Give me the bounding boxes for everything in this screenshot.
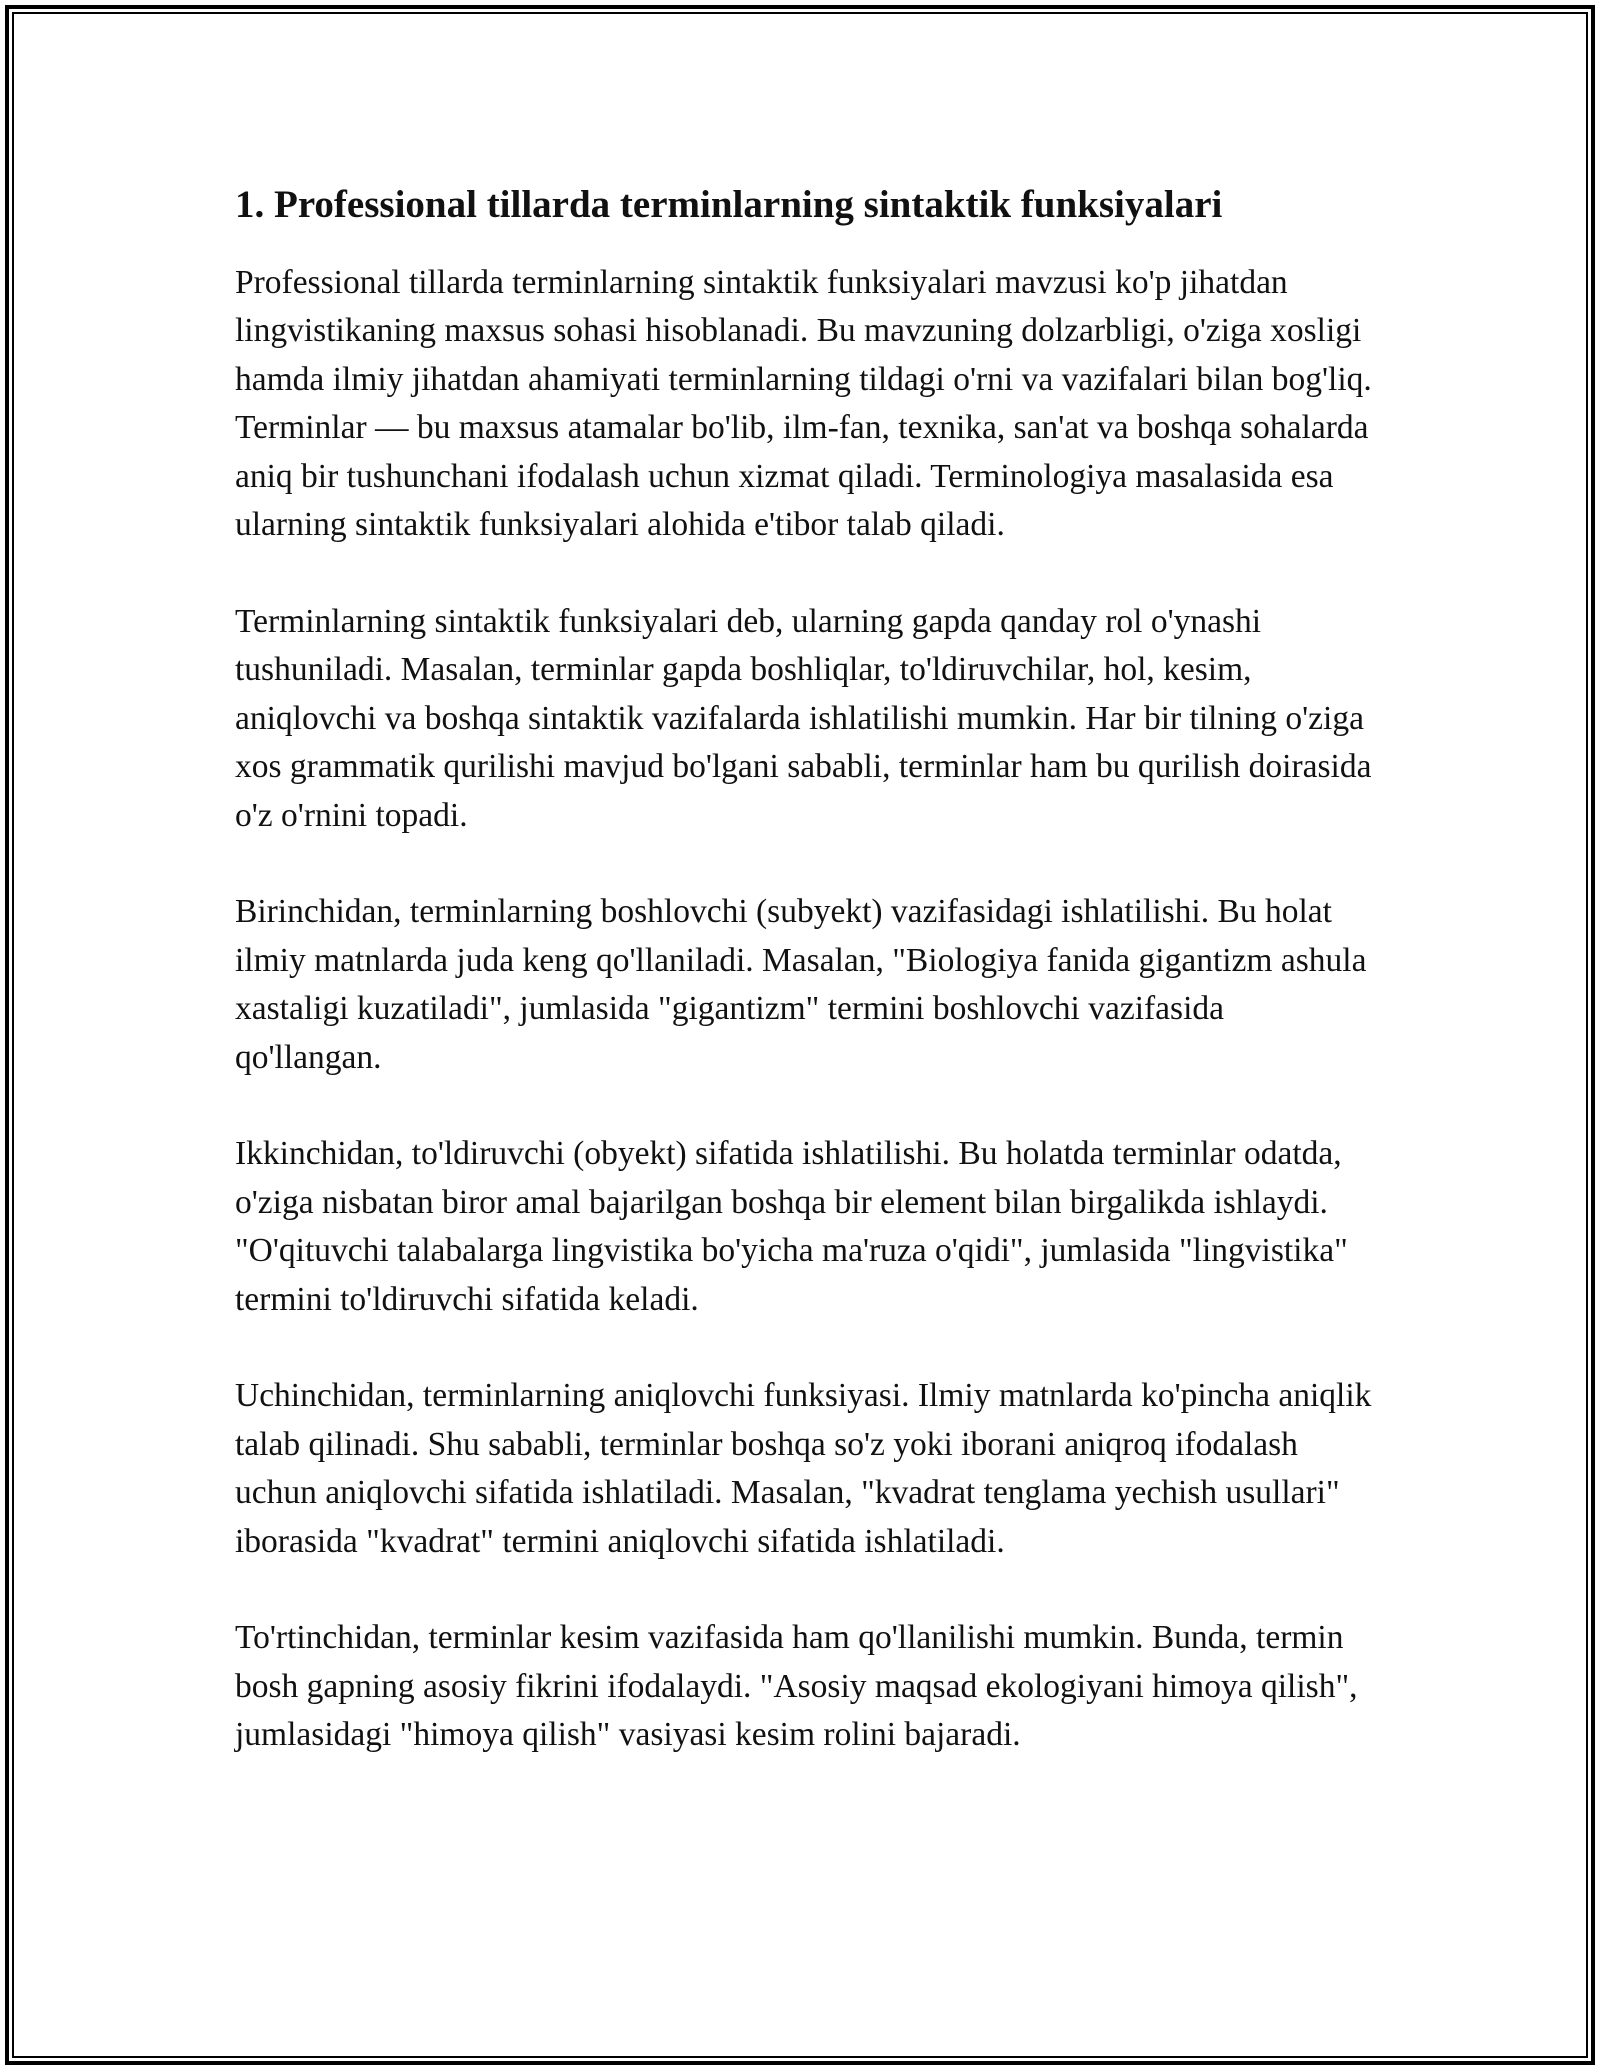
section-heading: 1. Professional tillarda terminlarning sintaktik funksiyalari xyxy=(235,183,1223,226)
paragraph-object-function: Ikkinchidan, to'ldiruvchi (obyekt) sifatida ishlatilishi. Bu holatda terminlar odatda, o'ziga nisbatan biror amal bajarilgan boshqa bir element bilan birgalikda ishlaydi. "O'qituvchi talabalarga lingvistika bo'yicha ma'ruza o'qidi", jumlasida "lingvistika" termini to'ldiruvchi sifatida keladi. xyxy=(235,1135,1348,1318)
paragraph-definition: Terminlarning sintaktik funksiyalari deb, ularning gapda qanday rol o'ynashi tushuniladi. Masalan, terminlar gapda boshliqlar, to'ldiruvchilar, hol, kesim, aniqlovchi va boshqa sintaktik vazifalarda ishlatilishi mumkin. Har bir tilning o'ziga xos grammatik qurilishi mavjud bo'lgani sababli, terminlar ham bu qurilish doirasida o'z o'rnini topadi. xyxy=(235,602,1372,834)
paragraph-predicate-function: To'rtinchidan, terminlar kesim vazifasida ham qo'llanilishi mumkin. Bunda, termin bosh gapning asosiy fikrini ifodalaydi. "Asosiy maqsad ekologiyani himoya qilish", jumlasidagi "himoya qilish" vasiyasi kesim rolini bajaradi. xyxy=(235,1619,1358,1754)
paragraph-subject-function: Birinchidan, terminlarning boshlovchi (subyekt) vazifasidagi ishlatilishi. Bu holat ilmiy matnlarda juda keng qo'llaniladi. Masalan, "Biologiya fanida gigantizm ashula xastaligi kuzatiladi", jumlasida "gigantizm" termini boshlovchi vazifasida qo'llangan. xyxy=(235,893,1367,1076)
paragraph-intro: Professional tillarda terminlarning sintaktik funksiyalari mavzusi ko'p jihatdan lingvistikaning maxsus sohasi hisoblanadi. Bu mavzuning dolzarbligi, o'ziga xosligi hamda ilmiy jihatdan ahamiyati terminlarning tildagi o'rni va vazifalari bilan bog'liq. Terminlar — bu maxsus atamalar bo'lib, ilm-fan, texnika, san'at va boshqa sohalarda aniq bir tushunchani ifodalash uchun xizmat qiladi. Terminologiya masalasida esa ularning sintaktik funksiyalari alohida e'tibor talab qiladi. xyxy=(235,263,1372,544)
document-body xyxy=(235,180,1375,1760)
paragraph-attribute-function: Uchinchidan, terminlarning aniqlovchi funksiyasi. Ilmiy matnlarda ko'pincha aniqlik talab qilinadi. Shu sababli, terminlar boshqa so'z yoki iborani aniqroq ifodalash uchun aniqlovchi sifatida ishlatiladi. Masalan, "kvadrat tenglama yechish usullari" iborasida "kvadrat" termini aniqlovchi sifatida ishlatiladi. xyxy=(235,1377,1372,1560)
